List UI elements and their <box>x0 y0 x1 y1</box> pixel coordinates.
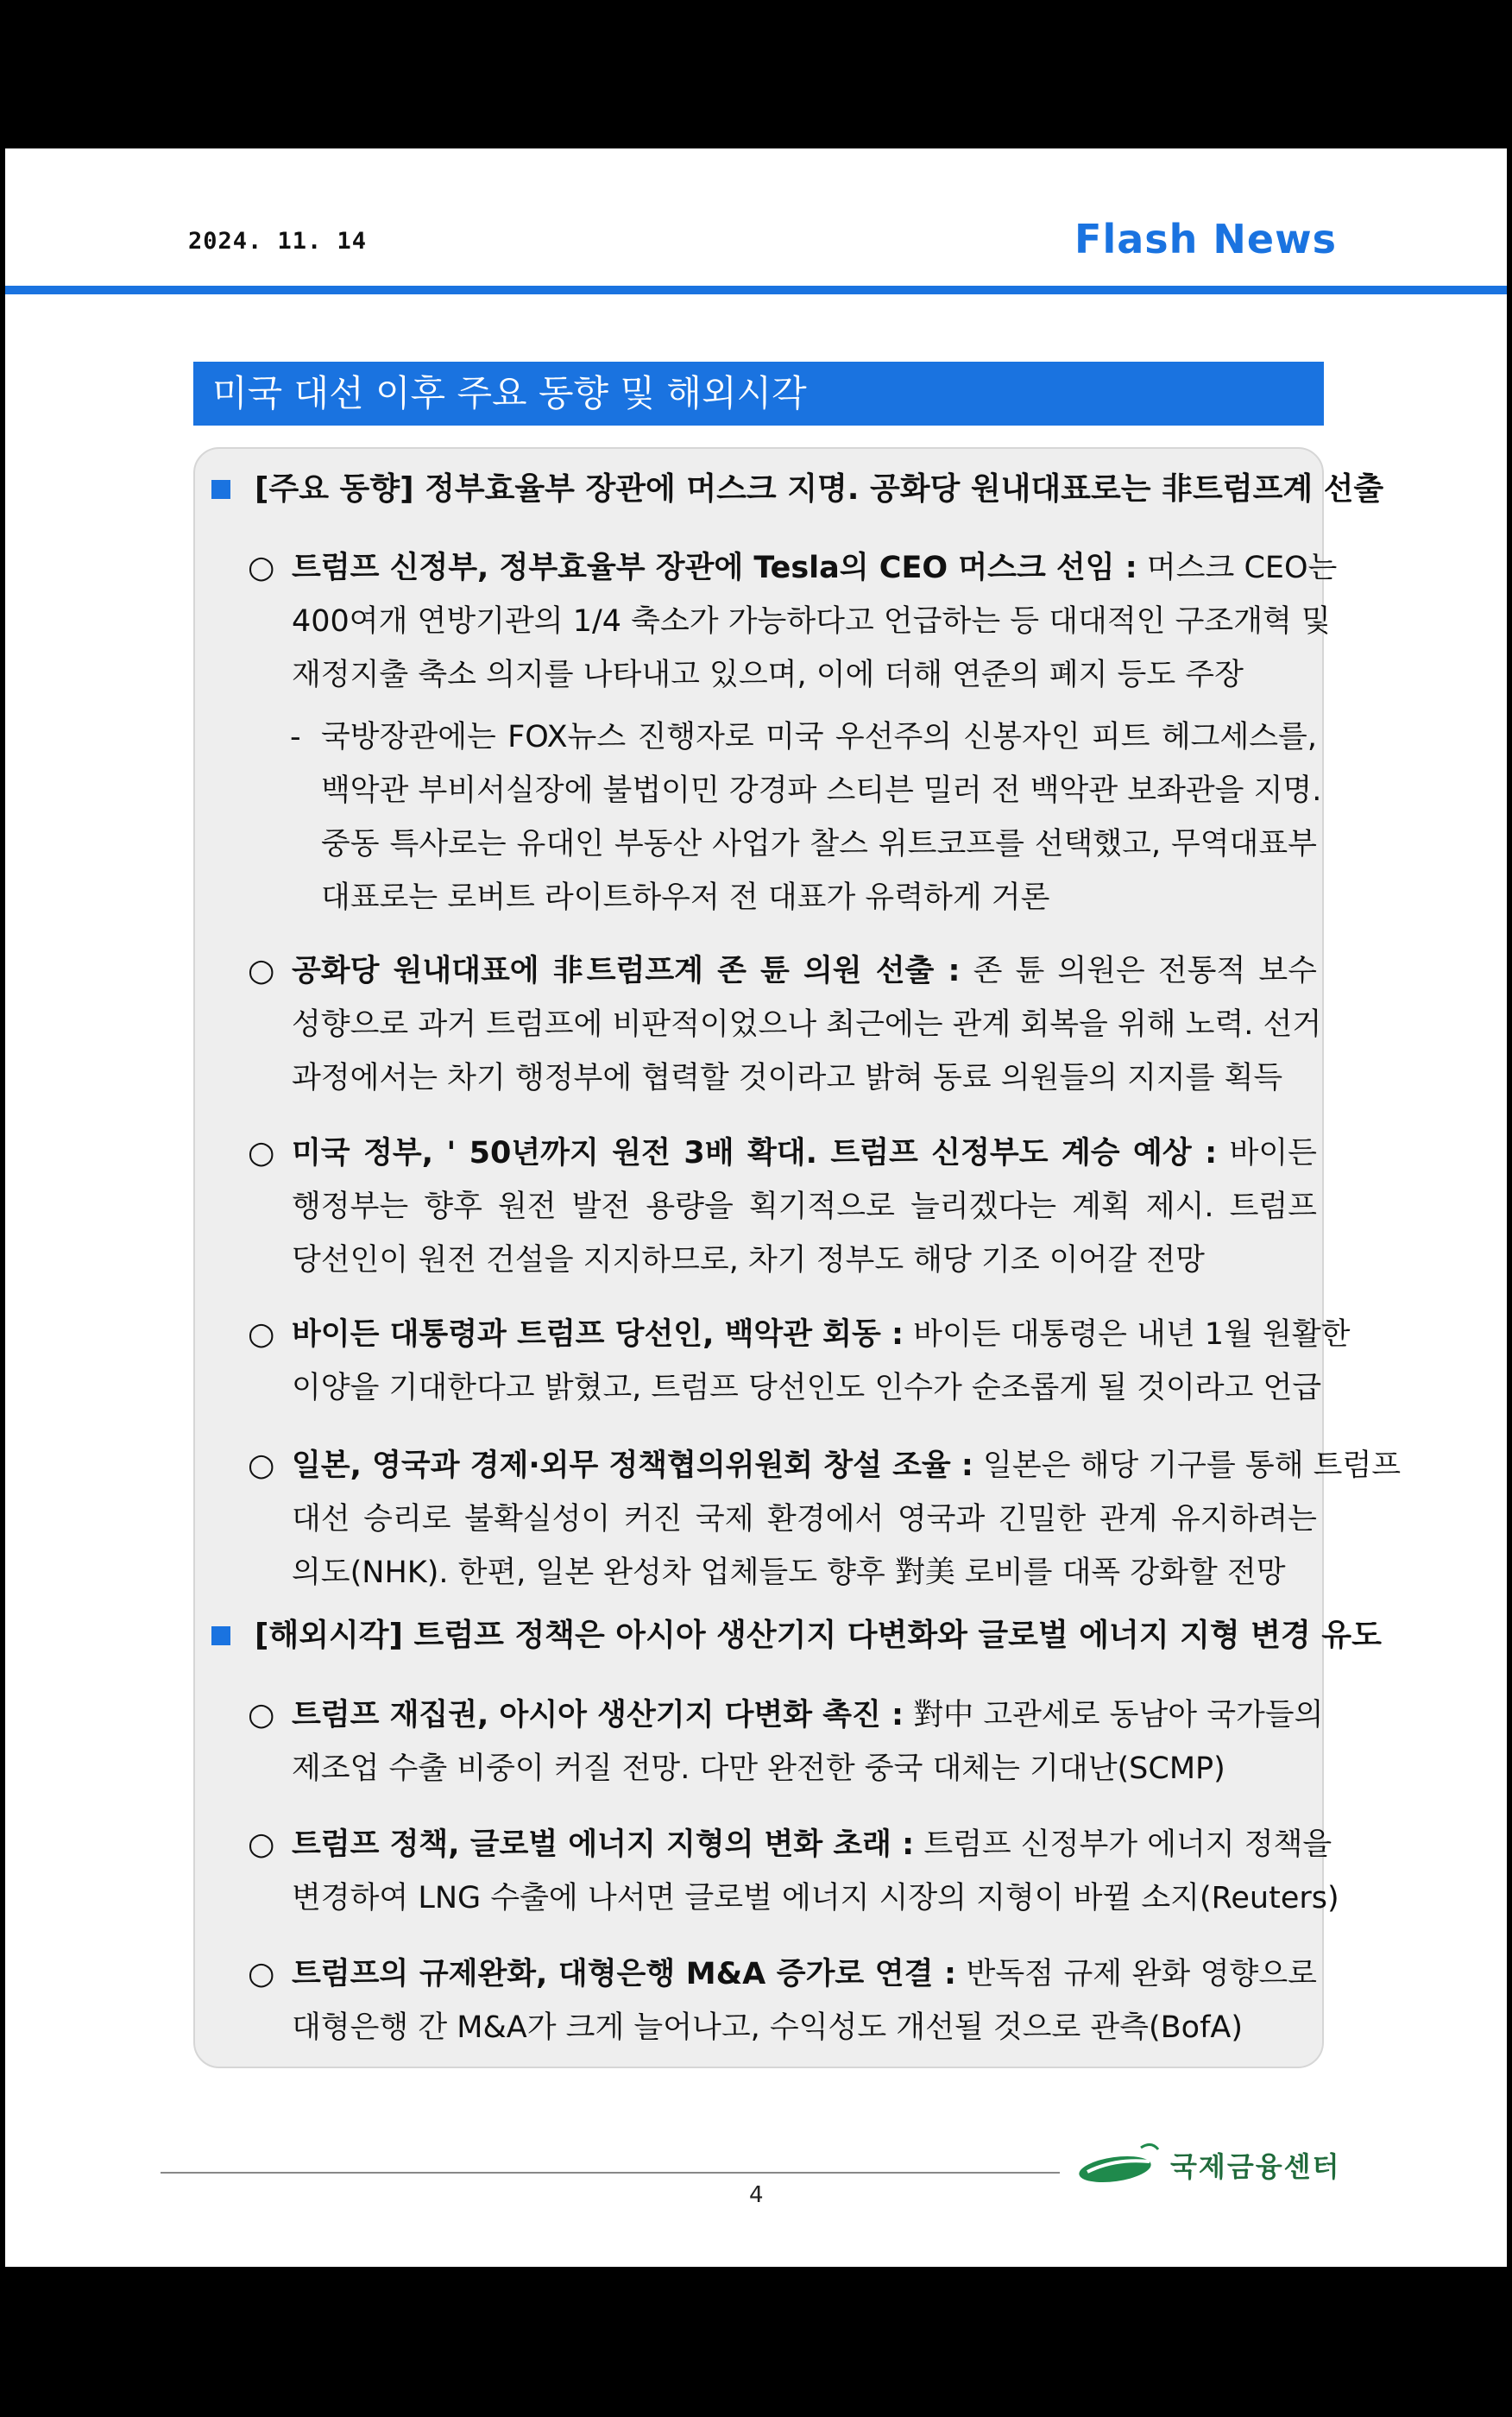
circle-bullet-icon: ○ <box>248 1697 275 1732</box>
org-name: 국제금융센터 <box>1170 2150 1341 2183</box>
item-line: 트럼프 신정부, 정부효율부 장관에 Tesla의 CEO 머스크 선임 : 머스크 CEO는 <box>292 551 1338 585</box>
report-date: 2024. 11. 14 <box>188 228 368 255</box>
circle-bullet-icon: ○ <box>248 1135 275 1171</box>
sub-line: 중동 특사로는 유대인 부동산 사업가 찰스 위트코프를 선택했고, 무역대표부 <box>321 827 1317 861</box>
item-line: 바이든 대통령과 트럼프 당선인, 백악관 회동 : 바이든 대통령은 내년 1월 원활한 <box>292 1317 1351 1352</box>
item-line: 행정부는 향후 원전 발전 용량을 획기적으로 늘리겠다는 계획 제시. 트럼프 <box>292 1190 1317 1224</box>
item-lead: 일본, 영국과 경제·외무 정책협의위원회 창설 조율 : <box>292 1448 973 1483</box>
sub-line: 대표로는 로버트 라이트하우저 전 대표가 유력하게 거론 <box>321 880 1050 915</box>
item-line: 트럼프 정책, 글로벌 에너지 지형의 변화 초래 : 트럼프 신정부가 에너지 정책을 <box>292 1827 1332 1862</box>
item-line: 미국 정부, ' 50년까지 원전 3배 확대. 트럼프 신정부도 계승 예상 : 바이든 <box>292 1136 1317 1171</box>
item-line: 당선인이 원전 건설을 지지하므로, 차기 정부도 해당 기조 이어갈 전망 <box>292 1243 1205 1278</box>
circle-bullet-icon: ○ <box>248 1448 275 1483</box>
circle-bullet-icon: ○ <box>248 1827 275 1862</box>
item-lead: 트럼프 신정부, 정부효율부 장관에 Tesla의 CEO 머스크 선임 : <box>292 551 1137 585</box>
item-line: 400여개 연방기관의 1/4 축소가 가능하다고 언급하는 등 대대적인 구조개혁 및 <box>292 604 1331 639</box>
sub-line: 국방장관에는 FOX뉴스 진행자로 미국 우선주의 신봉자인 피트 헤그세스를, <box>321 720 1317 754</box>
item-lead: 트럼프의 규제완화, 대형은행 M&A 증가로 연결 : <box>292 1957 956 1991</box>
item-lead: 트럼프 재집권, 아시아 생산기지 다변화 촉진 : <box>292 1698 904 1732</box>
item-lead: 바이든 대통령과 트럼프 당선인, 백악관 회동 : <box>292 1317 904 1352</box>
item-line: 공화당 원내대표에 非트럼프계 존 튠 의원 선출 : 존 튠 의원은 전통적 보수 <box>292 954 1317 988</box>
sub-line: 백악관 부비서실장에 불법이민 강경파 스티븐 밀러 전 백악관 보좌관을 지명. <box>321 773 1322 808</box>
item-line: 의도(NHK). 한편, 일본 완성차 업체들도 향후 對美 로비를 대폭 강화할 전망 <box>292 1556 1286 1590</box>
dash-bullet: - <box>290 720 301 754</box>
item-line: 트럼프 재집권, 아시아 생산기지 다변화 촉진 : 對中 고관세로 동남아 국가들의 <box>292 1698 1324 1732</box>
page-number: 4 <box>749 2182 764 2208</box>
topic-heading: [주요 동향] 정부효율부 장관에 머스크 지명. 공화당 원내대표로는 非트럼프계 선출 <box>255 471 1384 507</box>
item-line: 재정지출 축소 의지를 나타내고 있으며, 이에 더해 연준의 폐지 등도 주장 <box>292 658 1244 692</box>
circle-bullet-icon: ○ <box>248 550 275 585</box>
topic-heading: [해외시각] 트럼프 정책은 아시아 생산기지 다변화와 글로벌 에너지 지형 변경 유도 <box>255 1618 1382 1653</box>
circle-bullet-icon: ○ <box>248 1956 275 1991</box>
footer-rule <box>161 2172 1060 2174</box>
header-rule <box>5 286 1507 294</box>
square-bullet-icon <box>211 480 230 499</box>
section-title: 미국 대선 이후 주요 동향 및 해외시각 <box>193 362 1324 426</box>
item-lead: 공화당 원내대표에 非트럼프계 존 튠 의원 선출 : <box>292 954 961 988</box>
item-lead: 미국 정부, ' 50년까지 원전 3배 확대. 트럼프 신정부도 계승 예상 : <box>292 1136 1218 1171</box>
circle-bullet-icon: ○ <box>248 953 275 988</box>
item-line: 성향으로 과거 트럼프에 비판적이었으나 최근에는 관계 회복을 위해 노력. 선거 <box>292 1007 1322 1042</box>
item-line: 트럼프의 규제완화, 대형은행 M&A 증가로 연결 : 반독점 규제 완화 영향으로 <box>292 1957 1317 1991</box>
item-line: 대형은행 간 M&A가 크게 늘어나고, 수익성도 개선될 것으로 관측(BofA) <box>292 2010 1244 2045</box>
item-line: 일본, 영국과 경제·외무 정책협의위원회 창설 조율 : 일본은 해당 기구를 통해 트럼프 <box>292 1448 1402 1483</box>
item-line: 이양을 기대한다고 밝혔고, 트럼프 당선인도 인수가 순조롭게 될 것이라고 언급 <box>292 1371 1322 1405</box>
item-line: 변경하여 LNG 수출에 나서면 글로벌 에너지 시장의 지형이 바뀔 소지(Reuters) <box>292 1881 1339 1915</box>
item-lead: 트럼프 정책, 글로벌 에너지 지형의 변화 초래 : <box>292 1827 915 1862</box>
circle-bullet-icon: ○ <box>248 1316 275 1352</box>
item-line: 과정에서는 차기 행정부에 협력할 것이라고 밝혀 동료 의원들의 지지를 획득 <box>292 1061 1283 1095</box>
report-series-title: Flash News <box>1074 216 1337 262</box>
item-line: 제조업 수출 비중이 커질 전망. 다만 완전한 중국 대체는 기대난(SCMP) <box>292 1751 1225 1786</box>
square-bullet-icon <box>211 1626 230 1645</box>
item-line: 대선 승리로 불확실성이 커진 국제 환경에서 영국과 긴밀한 관계 유지하려는 <box>292 1502 1317 1537</box>
